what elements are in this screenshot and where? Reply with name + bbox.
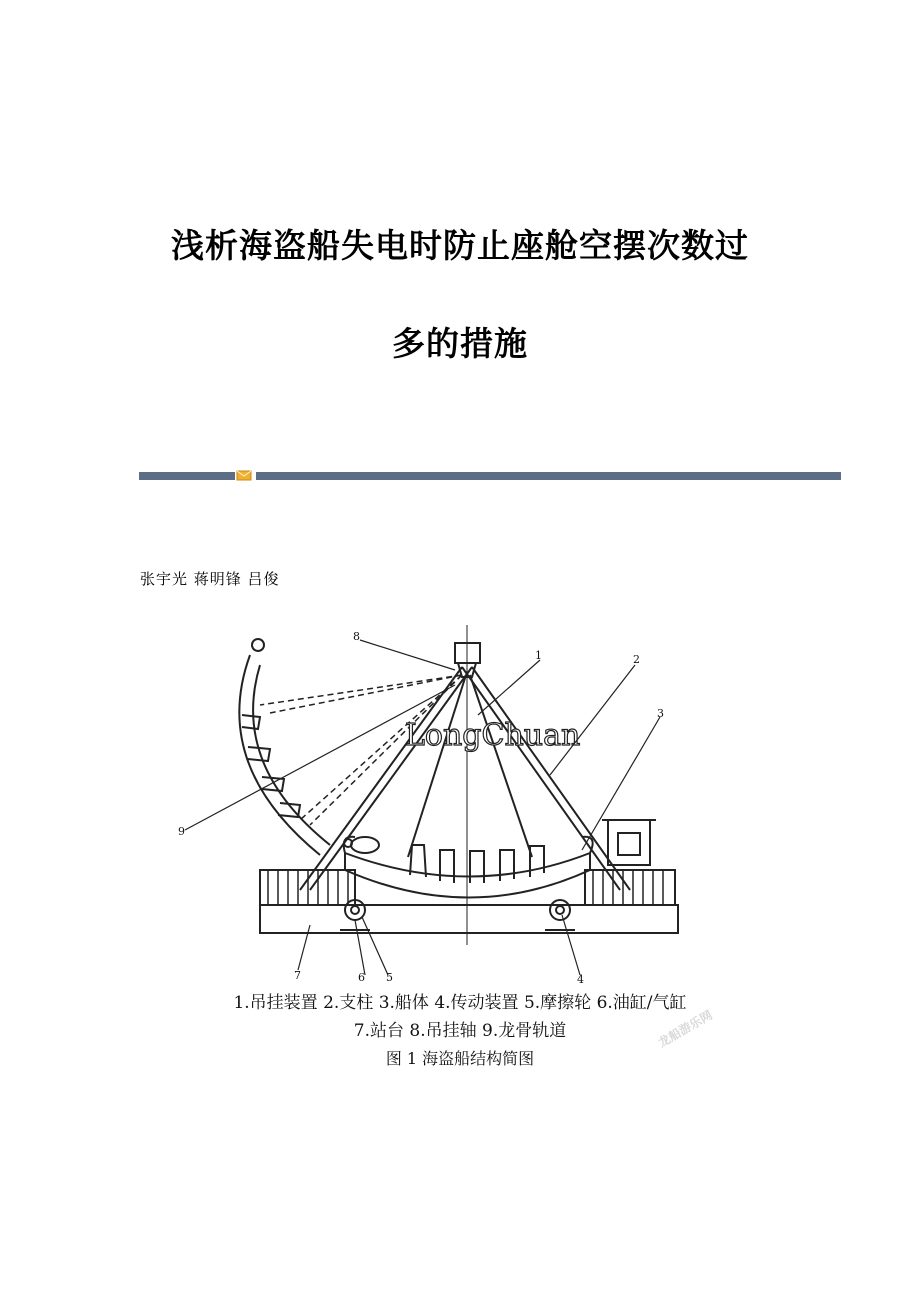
callout-2: 2 <box>633 653 640 666</box>
callout-7: 7 <box>294 969 301 982</box>
callout-9: 9 <box>178 825 185 838</box>
figure-legend-line-2: 7.站台 8.吊挂轴 9.龙骨轨道 <box>353 1021 567 1041</box>
watermark: 龙船游乐网 <box>655 1007 715 1050</box>
title-line-1: 浅析海盗船失电时防止座舱空摆次数过 <box>171 226 749 265</box>
callout-6: 6 <box>358 971 365 984</box>
callout-4: 4 <box>577 973 584 985</box>
station-platform-left <box>260 870 355 905</box>
pirate-ship-diagram <box>150 625 750 985</box>
base <box>260 905 678 933</box>
callout-5: 5 <box>386 971 393 984</box>
callout-1: 1 <box>535 649 542 662</box>
station-platform-right <box>585 820 675 905</box>
figure-legend-line-1: 1.吊挂装置 2.支柱 3.船体 4.传动装置 5.摩擦轮 6.油缸/气缸 <box>233 993 687 1013</box>
divider-left <box>139 472 235 480</box>
brand-text: LongChuan <box>405 718 581 753</box>
envelope-icon <box>236 469 252 482</box>
callout-8: 8 <box>353 630 360 643</box>
ship-hull <box>344 837 593 898</box>
divider-right <box>256 472 841 480</box>
callout-3: 3 <box>657 707 664 720</box>
callout-leaders <box>185 640 660 975</box>
title-line-2: 多的措施 <box>392 324 528 363</box>
keel-track <box>239 639 330 855</box>
cylinders <box>344 837 379 853</box>
figure-caption: 图 1 海盗船结构简图 <box>385 1049 535 1068</box>
authors: 张宇光 蒋明锋 吕俊 <box>140 570 280 588</box>
